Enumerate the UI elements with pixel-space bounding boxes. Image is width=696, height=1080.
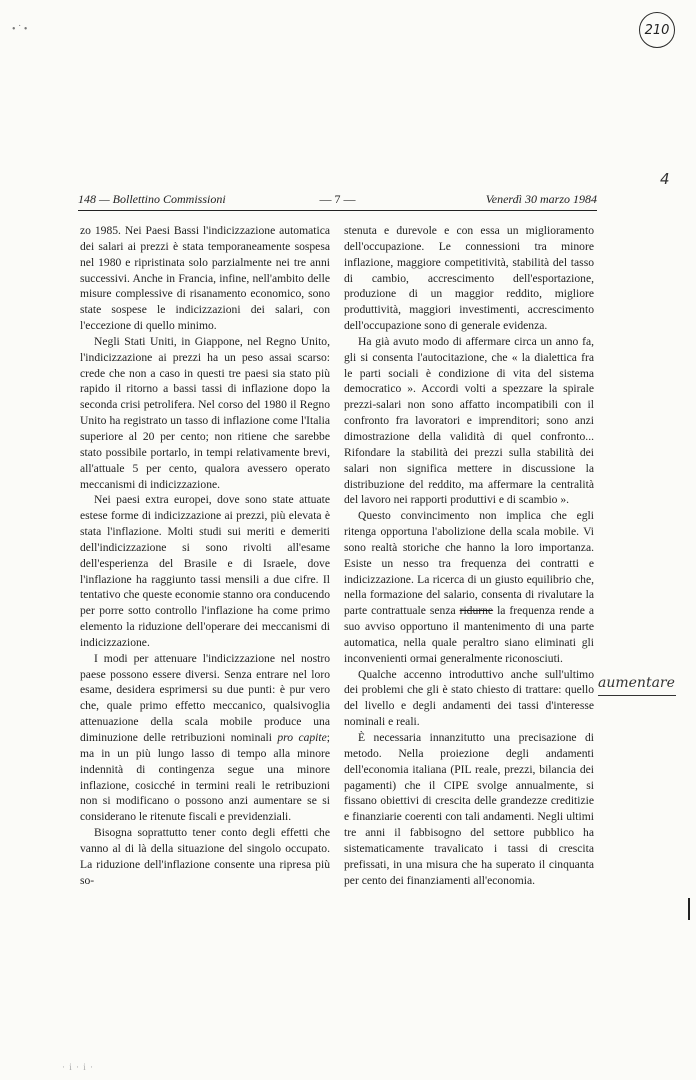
- left-column: [80, 223, 330, 888]
- stamp-number: 210: [644, 22, 670, 38]
- struck-word: ridurne: [459, 604, 494, 618]
- left-paragraph-1: zo 1985. Nei Paesi Bassi l'indicizzazione automatica dei salari ai prezzi è stata temporaneamente sospesa nel 1980 e ripristinata solo parzialmente nei tre anni successivi. Anche in Francia, infine, nell'ambito delle misure complessive di risanamento economico, sono state sospese le indicizzazioni dei salari, con l'eccezione di quello minimo.: [80, 224, 330, 333]
- left-paragraph-2: Negli Stati Uniti, in Giappone, nel Regno Unito, l'indicizzazione ai prezzi ha un peso assai scarso: crede che non a caso in questi tre paesi sia stato più rapido il ritorno a bassi tassi di inflazione dopo la seconda crisi petrolifera. Nel corso del 1980 il Regno Unito ha registrato un tasso di inflazione come l'Italia superiore al 20 per cento; non ritiene che sarebbe stato possibile portarlo, in tempi relativamente brevi, all'attuale 5 per cento, qualora avessero operato meccanismi di indicizzazione.: [80, 334, 330, 491]
- header-date: Venerdì 30 marzo 1984: [485, 192, 597, 206]
- right-paragraph-3-text-a: Questo convincimento non implica che egli ritenga opportuna l'abolizione della scala mobile. Vi sono realtà storiche che hanno la loro importanza. Esiste un nesso tra frequenza dei contratti e indicizzazione. La ricerca di un giusto equilibrio che, nella formazione del salario, consenta di rivalutare la parte contrattuale senza: [344, 509, 594, 618]
- body-columns: [80, 223, 598, 1023]
- amendment-underline: [598, 695, 676, 696]
- margin-bar-mark: [688, 898, 690, 920]
- right-paragraph-3-text-b: la frequenza rende a suo avviso opportuno il mantenimento di una parte automatica, nella quale peraltro siano eliminati gli inconvenienti ormai generalmente riconosciuti.: [344, 604, 594, 665]
- right-paragraph-2: Ha già avuto modo di affermare circa un anno fa, gli si consenta l'autocitazione, che « la dialettica fra le parti sociali è condizione di vita del sistema democratico ». Accordi volti a spezzare la spirale prezzi-salari non sono affatto incompatibili con il confronto fra lavoratori e imprenditori; sono anzi dimostrazione della validità di quel confronto... Rifondare la stabilità dei prezzi sulla stabilità dei salari non significa mettere in discussione la distribuzione del reddito, ma affermare la centralità del lavoro nei rapporti produttivi e di scambio ».: [344, 334, 594, 507]
- right-paragraph-1: stenuta e durevole e con essa un miglioramento dell'occupazione. Le connessioni tra minore inflazione, maggiore competitività, stabilità del tasso di cambio, accrescimento dell'esportazione, produzione di un maggior reddito, migliore produttività, maggiori investimenti, accrescimento dell'occupazione sono di generale evidenza.: [344, 224, 594, 333]
- left-paragraph-4-italic: pro capite: [277, 731, 327, 744]
- left-paragraph-5: Bisogna soprattutto tener conto degli effetti che vanno al di là della situazione del singolo occupato. La riduzione dell'inflazione consente una ripresa più so-: [80, 826, 330, 887]
- right-paragraph-5: È necessaria innanzitutto una precisazione di metodo. Nella proiezione degli andamenti dell'economia italiana (PIL reale, prezzi, bilancia dei pagamenti) che il CIPE svolge annualmente, si fissano obiettivi di crescita delle grandezze creditizie e finanziarie coerenti con tali andamenti. Negli ultimi tre anni il fabbisogno del settore pubblico ha sistematicamente travalicato i tassi di crescita prefissati, in una misura che ha superato il cinquanta per cento dei finanziamenti all'economia.: [344, 731, 594, 887]
- margin-handwritten-amendment: aumentare: [598, 675, 675, 691]
- header-page-number: — 7 —: [319, 192, 356, 206]
- right-column: [344, 223, 594, 888]
- right-paragraph-3: [344, 508, 594, 666]
- margin-handwritten-mark: 4: [660, 170, 670, 188]
- footer-smudge: · i · i ·: [62, 1062, 94, 1072]
- page-number-stamp: [639, 12, 675, 48]
- right-paragraph-4: Qualche accenno introduttivo anche sull'ultimo dei problemi che gli è stato chiesto di trattare: quello del livello e degli andamenti dei tassi d'interesse nominali e reali.: [344, 667, 594, 729]
- margin-dots: • ˙ •: [12, 24, 28, 35]
- left-paragraph-4-text-b: ; ma in un più lungo lasso di tempo alla minore indennità di contingenza segue una minore inflazione, cosicché in termini reali le retribuzioni non si modificano o possono anzi aumentare se si considerano le ritenute fiscali e previdenziali.: [80, 731, 331, 824]
- left-paragraph-4: [80, 651, 330, 825]
- page-header: [78, 192, 597, 211]
- header-publication: 148 — Bollettino Commissioni: [78, 192, 226, 206]
- left-paragraph-4-text-a: I modi per attenuare l'indicizzazione nel nostro paese possono essere diversi. Senza entrare nel loro esame, desidera esprimersi su due punti: è pur vero che, quale primo effetto meccanico, qualsivoglia attenuazione della scala mobile produce una diminuzione delle retribuzioni nominali: [80, 651, 330, 744]
- left-paragraph-3: Nei paesi extra europei, dove sono state attuate estese forme di indicizzazione ai prezzi, più elevata è stata l'inflazione. Molti studi sui meriti e demeriti dell'indicizzazione si sono rivolti all'esame dell'esperienza del Brasile e di Israele, dove l'inflazione ha raggiunto tassi mensili a due cifre. Il tentativo che queste economie stanno ora conducendo per porre sotto controllo l'inflazione ha come primo elemento la riduzione dell'operare dei meccanismi di indicizzazione.: [80, 493, 330, 649]
